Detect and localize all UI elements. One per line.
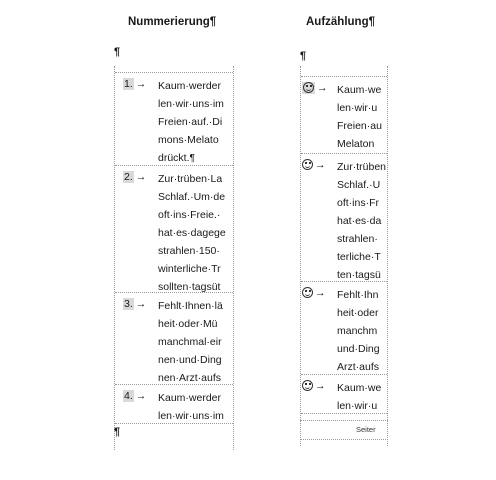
bullet-list-frame xyxy=(300,66,388,446)
list-item-text[interactable]: Zur·trüben Schlaf.·U oft·ins·Fr hat·es·da strahlen· terliche·T ten·tagsü xyxy=(337,161,387,281)
numbering-heading: Nummerierung¶ xyxy=(128,16,217,28)
tab-arrow-icon: → xyxy=(315,380,326,392)
list-number: 2. → xyxy=(124,171,147,183)
list-number: 4. → xyxy=(124,390,147,402)
list-item-text[interactable]: Kaum·we len·wir·u Freien·au Melaton xyxy=(337,84,382,150)
paragraph-mark: ¶ xyxy=(114,426,121,438)
list-item[interactable] xyxy=(301,153,387,282)
list-item-text[interactable]: Zur·trüben·La Schlaf.·Um·de oft·ins·Freie.· hat·es·dagege strahlen·150· winterliche·Tr sollten·tagsüt xyxy=(158,173,226,293)
list-item-text[interactable]: Kaum·we len·wir·u xyxy=(337,382,382,412)
smiley-icon xyxy=(302,287,313,298)
tab-arrow-icon: → xyxy=(135,298,147,310)
list-number: 3. → xyxy=(124,298,147,310)
list-bullet xyxy=(302,286,326,300)
smiley-icon xyxy=(302,159,313,170)
list-bullet xyxy=(302,379,326,393)
page-break-marker: Seiter xyxy=(300,420,388,440)
list-item[interactable] xyxy=(301,281,387,375)
list-item[interactable] xyxy=(115,72,233,166)
paragraph-mark: ¶ xyxy=(114,46,121,58)
list-bullet xyxy=(302,81,328,95)
list-item-text[interactable]: Fehlt·Ihn heit·oder manchm und·Ding Arzt·aufs xyxy=(337,289,380,373)
smiley-icon xyxy=(302,380,313,391)
list-item[interactable] xyxy=(115,292,233,385)
list-item[interactable] xyxy=(301,374,387,414)
list-item[interactable] xyxy=(301,76,387,154)
list-item-text[interactable]: Kaum·werder len·wir·uns·im xyxy=(158,392,224,422)
list-item-text[interactable]: Fehlt·Ihnen·lä heit·oder·Mü manchmal·eir nen·und·Ding nen·Arzt·aufs xyxy=(158,300,223,384)
list-item[interactable] xyxy=(115,384,233,424)
smiley-icon xyxy=(303,82,314,93)
list-item-text[interactable]: Kaum·werder len·wir·uns·im Freien·auf.·Di mons·Melato drückt.¶ xyxy=(158,80,224,164)
list-bullet xyxy=(302,158,326,172)
tab-arrow-icon: → xyxy=(315,287,326,299)
paragraph-mark: ¶ xyxy=(300,50,307,62)
list-number: 1. → xyxy=(124,78,147,90)
tab-arrow-icon: → xyxy=(317,82,328,94)
bullets-heading: Aufzählung¶ xyxy=(306,16,375,28)
tab-arrow-icon: → xyxy=(135,78,147,90)
tab-arrow-icon: → xyxy=(315,159,326,171)
tab-arrow-icon: → xyxy=(135,171,147,183)
numbering-list-frame xyxy=(114,66,234,450)
list-item[interactable] xyxy=(115,165,233,293)
tab-arrow-icon: → xyxy=(135,390,147,402)
